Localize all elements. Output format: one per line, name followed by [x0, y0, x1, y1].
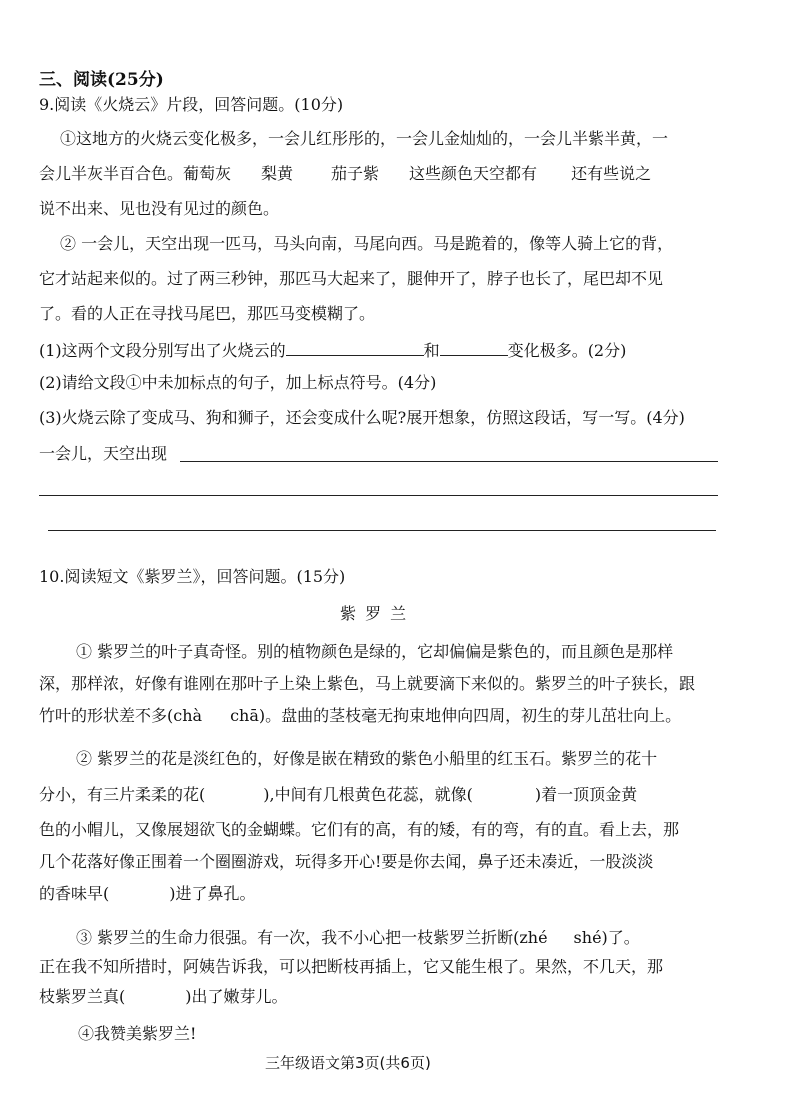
q10-p1-seg1: 竹叶的形状差不多(chà	[39, 706, 203, 725]
q9-p1-line3: 说不出来、见也没有见过的颜色。	[39, 199, 280, 218]
q9-p2-line3: 了。看的人正在寻找马尾巴，那匹马变模糊了。	[39, 304, 376, 323]
q9-title: 9.阅读《火烧云》片段，回答问题。(10分)	[39, 95, 344, 114]
q9-sub1-blank2[interactable]	[440, 339, 508, 356]
q10-p1-line2: 深，那样浓，好像有谁刚在那叶子上染上紫色，马上就要滴下来似的。紫罗兰的叶子狭长，跟	[39, 674, 696, 693]
q10-p2-seg1: 分小，有三片柔柔的花(	[39, 785, 206, 804]
q9-p1-seg4: 这些颜色天空都有	[409, 164, 538, 183]
q9-p2-line2: 它才站起来似的。过了两三秒钟，那匹马大起来了，腿伸开了，脖子也长了，尾巴却不见	[39, 269, 664, 288]
q9-answer-line-2[interactable]	[39, 495, 718, 496]
article-title: 紫 罗 兰	[340, 604, 409, 623]
q10-p3-line2: 正在我不知所措时，阿姨告诉我，可以把断枝再插上，它又能生根了。果然，不几天，那	[39, 957, 664, 976]
q9-p1-seg5: 还有些说之	[571, 164, 652, 183]
q9-sub1-text2: 和	[423, 341, 440, 360]
page-footer: 三年级语文第3页(共6页)	[265, 1054, 431, 1072]
q9-answer-line-3[interactable]	[48, 530, 716, 531]
q10-p3-seg1: ③ 紫罗兰的生命力很强。有一次，我不小心把一枝紫罗兰折断(zhé	[76, 928, 548, 947]
q9-answer-line-1[interactable]	[180, 461, 718, 462]
q10-p2-line3: 色的小帽儿，又像展翅欲飞的金蝴蝶。它们有的高，有的矮，有的弯，有的直。看上去，那	[39, 820, 680, 839]
q10-p1-line3	[39, 706, 681, 726]
section-title: 三、阅读(25分)	[39, 70, 164, 90]
q9-p2-line1: ② 一会儿，天空出现一匹马，马头向南，马尾向西。马是跪着的，像等人骑上它的背，	[60, 234, 674, 253]
q9-p1-seg1: 会儿半灰半百合色。葡萄灰	[39, 164, 232, 183]
q9-sub1-blank1[interactable]	[286, 339, 424, 356]
q10-p2-line5	[39, 884, 256, 904]
q10-title: 10.阅读短文《紫罗兰》，回答问题。(15分)	[39, 567, 346, 586]
q10-p2-seg5: )进了鼻孔。	[169, 884, 256, 903]
q9-sub3-prompt: 一会儿，天空出现	[39, 444, 168, 463]
q9-p1-line1: ①这地方的火烧云变化极多，一会儿红彤彤的，一会儿金灿灿的，一会儿半紫半黄，一	[60, 129, 669, 148]
q10-p2-line4: 几个花落好像正围着一个圈圈游戏，玩得多开心!要是你去闻，鼻子还未凑近，一股淡淡	[39, 852, 654, 871]
q10-p2-seg2: ),中间有几根黄色花蕊，就像(	[263, 785, 473, 804]
q10-p4: ④我赞美紫罗兰!	[78, 1024, 197, 1043]
q9-sub1-text3: 变化极多。(2分)	[507, 341, 627, 360]
q9-p1-line2	[39, 164, 651, 184]
q9-sub2: (2)请给文段①中未加标点的句子，加上标点符号。(4分)	[39, 373, 437, 392]
q10-p3-line3	[39, 987, 288, 1007]
q10-p2-seg4: 的香味早(	[39, 884, 110, 903]
q10-p2-line2	[39, 785, 637, 805]
q10-p3-seg3: 枝紫罗兰真(	[39, 987, 126, 1006]
q9-p1-seg3: 茄子紫	[331, 164, 380, 183]
q9-sub1	[39, 339, 626, 361]
q9-sub1-text1: (1)这两个文段分别写出了火烧云的	[39, 341, 286, 360]
q10-p1-seg2: chā)。盘曲的茎枝毫无拘束地伸向四周，初生的芽儿茁壮向上。	[230, 706, 682, 725]
q10-p2-seg3: )着一顶顶金黄	[534, 785, 638, 804]
q10-p3-seg4: )出了嫩芽儿。	[185, 987, 288, 1006]
q9-sub3: (3)火烧云除了变成马、狗和狮子，还会变成什么呢?展开想象，仿照这段话，写一写。(4分)	[39, 408, 685, 427]
q10-p3-line1	[76, 928, 640, 948]
q10-p2-line1: ② 紫罗兰的花是淡红色的，好像是嵌在精致的紫色小船里的红玉石。紫罗兰的花十	[76, 749, 658, 768]
q10-p1-line1: ① 紫罗兰的叶子真奇怪。别的植物颜色是绿的，它却偏偏是紫色的，而且颜色是那样	[76, 642, 674, 661]
q9-p1-seg2: 梨黄	[261, 164, 294, 183]
q10-p3-seg2: shé)了。	[573, 928, 640, 947]
